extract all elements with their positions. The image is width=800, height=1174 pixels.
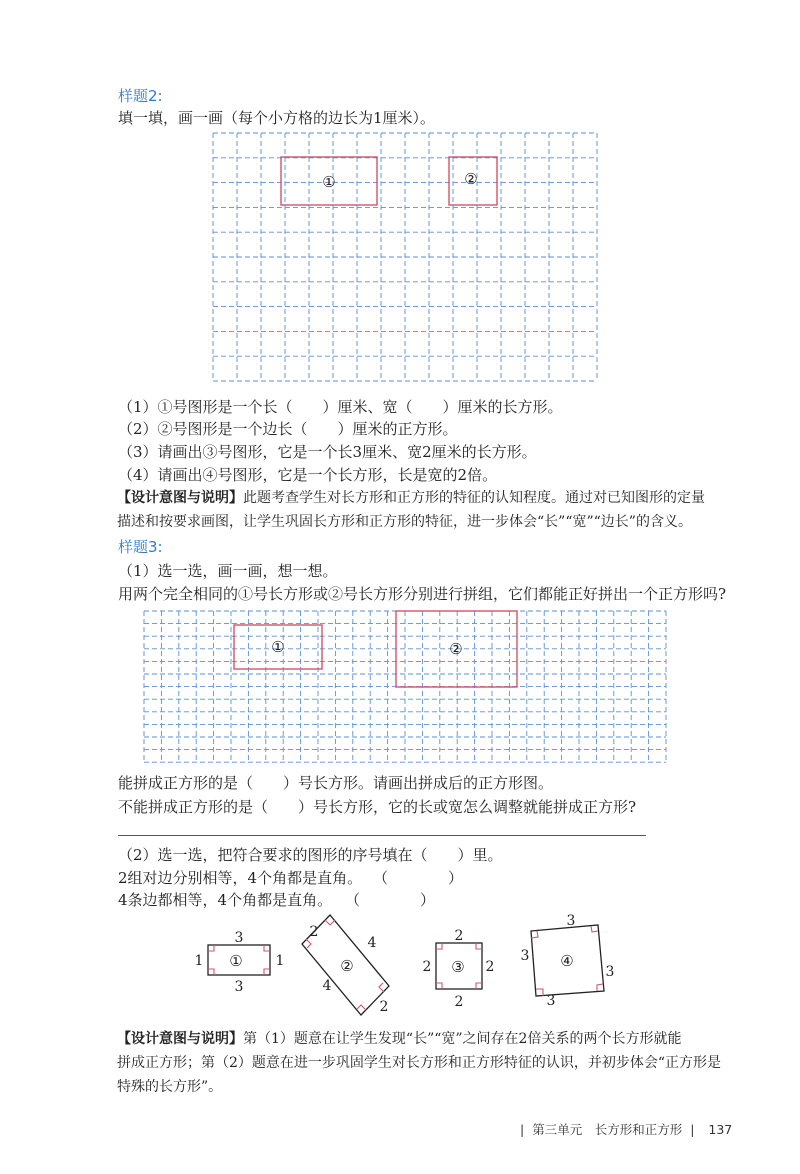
shape-4-label-c: 3 bbox=[605, 964, 615, 980]
shape-2-label-c: 4 bbox=[322, 978, 332, 994]
condition-1-blank: （ ） bbox=[373, 869, 464, 887]
shape-4-label-b: 3 bbox=[520, 948, 530, 964]
shape-1-top-label: 3 bbox=[234, 930, 244, 946]
shape-1-left-label: 1 bbox=[194, 953, 204, 969]
answer-2: 不能拼成正方形的是（ ）号长方形，它的长或宽怎么调整就能拼成正方形? bbox=[118, 798, 637, 816]
answer-1: 能拼成正方形的是（ ）号长方形。请画出拼成后的正方形图。 bbox=[118, 774, 554, 792]
design-note-2-line-1 bbox=[117, 1027, 681, 1051]
footer-unit: 第三单元 长方形和正方形 bbox=[532, 1122, 683, 1137]
rectangle-1-label: ① bbox=[322, 173, 336, 191]
condition-2-blank: （ ） bbox=[345, 891, 436, 909]
shape-4-label-a: 3 bbox=[566, 913, 576, 929]
shape-1-right-label: 1 bbox=[275, 953, 285, 969]
design-note-label: 【设计意图与说明】 bbox=[117, 490, 243, 506]
design-note-text: 第（1）题意在让学生发现“长”“宽”之间存在2倍关系的两个长方形就能 bbox=[243, 1031, 682, 1047]
shape-3-left-label: 2 bbox=[422, 959, 432, 975]
shape-4-id: ④ bbox=[560, 952, 574, 970]
shape-2-label-b: 4 bbox=[367, 935, 377, 951]
shape-1-id: ① bbox=[229, 952, 243, 970]
question-2: （2）②号图形是一个边长（ ）厘米的正方形。 bbox=[118, 420, 458, 438]
rectangle-2-label: ② bbox=[449, 640, 463, 658]
design-note-2-line-3: 特殊的长方形”。 bbox=[117, 1079, 223, 1095]
part-1-question: 用两个完全相同的①号长方形或②号长方形分别进行拼组，它们都能正好拼出一个正方形吗? bbox=[118, 585, 727, 603]
condition-1: 2组对边分别相等，4个角都是直角。 bbox=[118, 869, 363, 887]
shape-3-bottom-label: 2 bbox=[454, 994, 464, 1010]
footer bbox=[520, 1120, 732, 1138]
rectangle-1-label: ① bbox=[271, 638, 285, 656]
part-1-title: （1）选一选，画一画，想一想。 bbox=[118, 562, 338, 580]
footer-divider-right: | bbox=[690, 1122, 695, 1137]
shape-2-id: ② bbox=[340, 957, 354, 975]
shape-1-bottom-label: 3 bbox=[234, 979, 244, 995]
shape-3-top-label: 2 bbox=[454, 928, 464, 944]
footer-divider-left: | bbox=[520, 1122, 525, 1137]
shape-2-label-d: 2 bbox=[379, 999, 389, 1015]
example-2-heading: 样题2: bbox=[118, 87, 163, 105]
question-3: （3）请画出③号图形，它是一个长3厘米、宽2厘米的长方形。 bbox=[118, 443, 537, 461]
shape-4-label-d: 3 bbox=[546, 993, 556, 1009]
design-note-text: 此题考查学生对长方形和正方形的特征的认知程度。通过对已知图形的定量 bbox=[243, 490, 705, 506]
shape-2-label-a: 2 bbox=[309, 924, 319, 940]
shape-3-id: ③ bbox=[451, 958, 465, 976]
page-number: 137 bbox=[708, 1122, 733, 1137]
design-note-label: 【设计意图与说明】 bbox=[117, 1031, 243, 1047]
example-3-heading: 样题3: bbox=[118, 538, 163, 556]
design-note-2-line-2: 拼成正方形；第（2）题意在进一步巩固学生对长方形和正方形特征的认识，并初步体会“正方形是 bbox=[117, 1055, 722, 1071]
condition-2: 4条边都相等，4个角都是直角。 bbox=[118, 891, 333, 909]
shape-3-right-label: 2 bbox=[485, 959, 495, 975]
design-note-1-line-2: 描述和按要求画图，让学生巩固长方形和正方形的特征，进一步体会“长”“宽”“边长”的含义。 bbox=[117, 514, 692, 530]
part-2-title: （2）选一选，把符合要求的图形的序号填在（ ）里。 bbox=[118, 846, 503, 864]
question-1: （1）①号图形是一个长（ ）厘米、宽（ ）厘米的长方形。 bbox=[118, 398, 563, 416]
example-2-instruction: 填一填，画一画（每个小方格的边长为1厘米）。 bbox=[118, 109, 436, 127]
square-2-label: ② bbox=[464, 170, 478, 188]
question-4: （4）请画出④号图形，它是一个长方形，长是宽的2倍。 bbox=[118, 466, 498, 484]
